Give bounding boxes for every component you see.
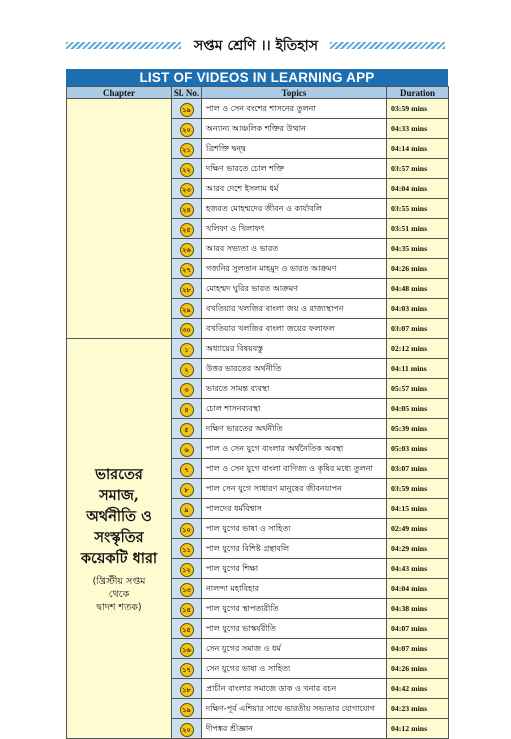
serial-badge: ৩ <box>180 383 194 397</box>
serial-badge: ৯ <box>180 503 194 517</box>
topic-cell[interactable]: বখতিয়ার খলজির বাংলা জয়ের ফলাফল <box>202 319 387 339</box>
serial-cell <box>172 399 202 419</box>
column-header-duration: Duration <box>387 87 449 99</box>
serial-cell <box>172 159 202 179</box>
table-header-row <box>67 87 449 99</box>
topic-cell[interactable]: পাল যুগের ভাষা ও সাহিত্য <box>202 519 387 539</box>
serial-cell <box>172 459 202 479</box>
topic-cell[interactable]: পাল যুগের স্থাপত্যরীতি <box>202 599 387 619</box>
duration-cell: 04:35 mins <box>387 239 449 259</box>
topic-cell[interactable]: পাল ও সেন যুগে বাংলা বাণিজ্য ও কৃষির মধ্যে তুলনা <box>202 459 387 479</box>
serial-badge: ১৪ <box>180 603 194 617</box>
topic-cell[interactable]: পাল ও সেন বংশের শাসনের তুলনা <box>202 99 387 119</box>
serial-badge: ১৬ <box>180 643 194 657</box>
decorative-stripe-left <box>66 42 181 49</box>
topic-cell[interactable]: খলিফা ও খিলাফৎ <box>202 219 387 239</box>
column-header-topics: Topics <box>202 87 387 99</box>
serial-cell <box>172 339 202 359</box>
serial-cell <box>172 379 202 399</box>
topic-cell[interactable]: ভারতে সামন্ত ব্যবস্থা <box>202 379 387 399</box>
serial-badge: ১৫ <box>180 623 194 637</box>
serial-badge: ১ <box>180 343 194 357</box>
serial-badge: ২৭ <box>180 263 194 277</box>
serial-badge: ১৭ <box>180 663 194 677</box>
duration-cell: 03:07 mins <box>387 459 449 479</box>
topic-cell[interactable]: চোল শাসনব্যবস্থা <box>202 399 387 419</box>
serial-cell <box>172 359 202 379</box>
duration-cell: 04:26 mins <box>387 259 449 279</box>
table-row[interactable] <box>67 339 449 359</box>
duration-cell: 05:39 mins <box>387 419 449 439</box>
serial-cell <box>172 679 202 699</box>
serial-badge: ২৩ <box>180 183 194 197</box>
serial-cell <box>172 519 202 539</box>
serial-cell <box>172 559 202 579</box>
serial-badge: ২৫ <box>180 223 194 237</box>
duration-cell: 04:38 mins <box>387 599 449 619</box>
serial-badge: ৪ <box>180 403 194 417</box>
chapter-cell <box>67 99 172 339</box>
serial-cell <box>172 99 202 119</box>
serial-cell <box>172 119 202 139</box>
serial-cell <box>172 479 202 499</box>
duration-cell: 04:23 mins <box>387 699 449 719</box>
serial-badge: ১৮ <box>180 683 194 697</box>
serial-cell <box>172 699 202 719</box>
topic-cell[interactable]: অন্যান্য আঞ্চলিক শক্তির উত্থান <box>202 119 387 139</box>
serial-cell <box>172 319 202 339</box>
topic-cell[interactable]: অধ্যায়ের বিষয়বস্তু <box>202 339 387 359</box>
table-row[interactable] <box>67 99 449 119</box>
table-banner: LIST OF VIDEOS IN LEARNING APP <box>66 69 448 86</box>
serial-cell <box>172 619 202 639</box>
serial-cell <box>172 539 202 559</box>
topic-cell[interactable]: পালদের ধর্মবিশ্বাস <box>202 499 387 519</box>
serial-badge: ২৯ <box>180 303 194 317</box>
duration-cell: 05:57 mins <box>387 379 449 399</box>
duration-cell: 04:07 mins <box>387 639 449 659</box>
serial-badge: ২ <box>180 363 194 377</box>
duration-cell: 04:15 mins <box>387 499 449 519</box>
serial-badge: ৫ <box>180 423 194 437</box>
duration-cell: 04:29 mins <box>387 539 449 559</box>
topic-cell[interactable]: গজনির সুলতান মাহমুদ ও ভারত আক্রমণ <box>202 259 387 279</box>
serial-cell <box>172 639 202 659</box>
topic-cell[interactable]: আরব দেশে ইসলাম ধর্ম <box>202 179 387 199</box>
topic-cell[interactable]: উত্তর ভারতের অর্থনীতি <box>202 359 387 379</box>
duration-cell: 02:49 mins <box>387 519 449 539</box>
topic-cell[interactable]: দক্ষিণ ভারতে চোল শক্তি <box>202 159 387 179</box>
serial-cell <box>172 659 202 679</box>
duration-cell: 03:55 mins <box>387 199 449 219</box>
topic-cell[interactable]: প্রাচীন বাংলার সমাজে ডাক ও খনার বচন <box>202 679 387 699</box>
serial-badge: ৩০ <box>180 323 194 337</box>
serial-badge: ২০ <box>180 723 194 737</box>
serial-badge: ২৪ <box>180 203 194 217</box>
topic-cell[interactable]: পাল যুগের বিশিষ্ট গ্রন্থাবলি <box>202 539 387 559</box>
duration-cell: 04:43 mins <box>387 559 449 579</box>
duration-cell: 04:11 mins <box>387 359 449 379</box>
serial-cell <box>172 219 202 239</box>
serial-badge: ২৬ <box>180 243 194 257</box>
duration-cell: 04:26 mins <box>387 659 449 679</box>
duration-cell: 03:59 mins <box>387 479 449 499</box>
topic-cell[interactable]: দীপঙ্কর শ্রীজ্ঞান <box>202 719 387 739</box>
serial-cell <box>172 299 202 319</box>
serial-badge: ২৮ <box>180 283 194 297</box>
duration-cell: 04:07 mins <box>387 619 449 639</box>
serial-cell <box>172 439 202 459</box>
serial-badge: ২২ <box>180 163 194 177</box>
topic-cell[interactable]: নালন্দা মহাবিহার <box>202 579 387 599</box>
topic-cell[interactable]: দক্ষিণ ভারতের অর্থনীতি <box>202 419 387 439</box>
duration-cell: 03:57 mins <box>387 159 449 179</box>
duration-cell: 05:03 mins <box>387 439 449 459</box>
duration-cell: 03:51 mins <box>387 219 449 239</box>
serial-cell <box>172 499 202 519</box>
serial-badge: ১৯ <box>180 103 194 117</box>
duration-cell: 04:04 mins <box>387 179 449 199</box>
serial-cell <box>172 279 202 299</box>
chapter-cell <box>67 339 172 739</box>
serial-badge: ১১ <box>180 543 194 557</box>
duration-cell: 04:04 mins <box>387 579 449 599</box>
serial-badge: ১৩ <box>180 583 194 597</box>
topic-cell[interactable]: দক্ষিণ-পূর্ব এশিয়ার সাথে ভারতীয় সভ্যতার যোগাযোগ <box>202 699 387 719</box>
serial-cell <box>172 139 202 159</box>
page-title: সপ্তম শ্রেণি ।। ইতিহাস <box>194 38 318 54</box>
duration-cell: 03:07 mins <box>387 319 449 339</box>
decorative-stripe-right <box>330 42 445 49</box>
serial-badge: ১০ <box>180 523 194 537</box>
duration-cell: 03:59 mins <box>387 99 449 119</box>
chapter-subtitle: (খ্রিস্টীয় সপ্তম থেকে দ্বাদশ শতক) <box>92 575 146 613</box>
duration-cell: 04:14 mins <box>387 139 449 159</box>
serial-badge: ৮ <box>180 483 194 497</box>
duration-cell: 02:12 mins <box>387 339 449 359</box>
serial-cell <box>172 419 202 439</box>
serial-badge: ৭ <box>180 463 194 477</box>
duration-cell: 04:05 mins <box>387 399 449 419</box>
serial-cell <box>172 719 202 739</box>
topic-cell[interactable]: ত্রিশক্তি দ্বন্দ্ব <box>202 139 387 159</box>
page-header <box>0 30 511 62</box>
videos-table <box>66 86 449 739</box>
duration-cell: 04:42 mins <box>387 679 449 699</box>
column-header-sl: Sl. No. <box>172 87 202 99</box>
topic-cell[interactable]: পাল যুগের শিক্ষা <box>202 559 387 579</box>
chapter-title: ভারতের সমাজ, অর্থনীতি ও সংস্কৃতির কয়েকটি ধারা <box>80 465 158 567</box>
topic-cell[interactable]: মোহম্মদ ঘুরির ভারত আক্রমণ <box>202 279 387 299</box>
serial-cell <box>172 179 202 199</box>
topic-cell[interactable]: হজরত মোহম্মদের জীবন ও কার্যাবলি <box>202 199 387 219</box>
serial-cell <box>172 259 202 279</box>
serial-badge: ২১ <box>180 143 194 157</box>
duration-cell: 04:12 mins <box>387 719 449 739</box>
serial-badge: ১৯ <box>180 703 194 717</box>
serial-cell <box>172 239 202 259</box>
serial-badge: ২০ <box>180 123 194 137</box>
duration-cell: 04:48 mins <box>387 279 449 299</box>
video-list-table <box>66 69 448 739</box>
serial-badge: ৬ <box>180 443 194 457</box>
serial-badge: ১২ <box>180 563 194 577</box>
duration-cell: 04:33 mins <box>387 119 449 139</box>
column-header-chapter: Chapter <box>67 87 172 99</box>
topic-cell[interactable]: পাল যুগের ভাস্কর্যরীতি <box>202 619 387 639</box>
topic-cell[interactable]: পাল সেন যুগে সাধারণ মানুষের জীবনযাপন <box>202 479 387 499</box>
serial-cell <box>172 199 202 219</box>
topic-cell[interactable]: সেন যুগের ভাষা ও সাহিত্য <box>202 659 387 679</box>
topic-cell[interactable]: সেন যুগের সমাজ ও ধর্ম <box>202 639 387 659</box>
topic-cell[interactable]: বখতিয়ার খলজির বাংলা জয় ও রাজ্যস্থাপন <box>202 299 387 319</box>
topic-cell[interactable]: পাল ও সেন যুগে বাংলার অর্থনৈতিক অবস্থা <box>202 439 387 459</box>
serial-cell <box>172 579 202 599</box>
serial-cell <box>172 599 202 619</box>
topic-cell[interactable]: আরব সভ্যতা ও ভারত <box>202 239 387 259</box>
duration-cell: 04:03 mins <box>387 299 449 319</box>
